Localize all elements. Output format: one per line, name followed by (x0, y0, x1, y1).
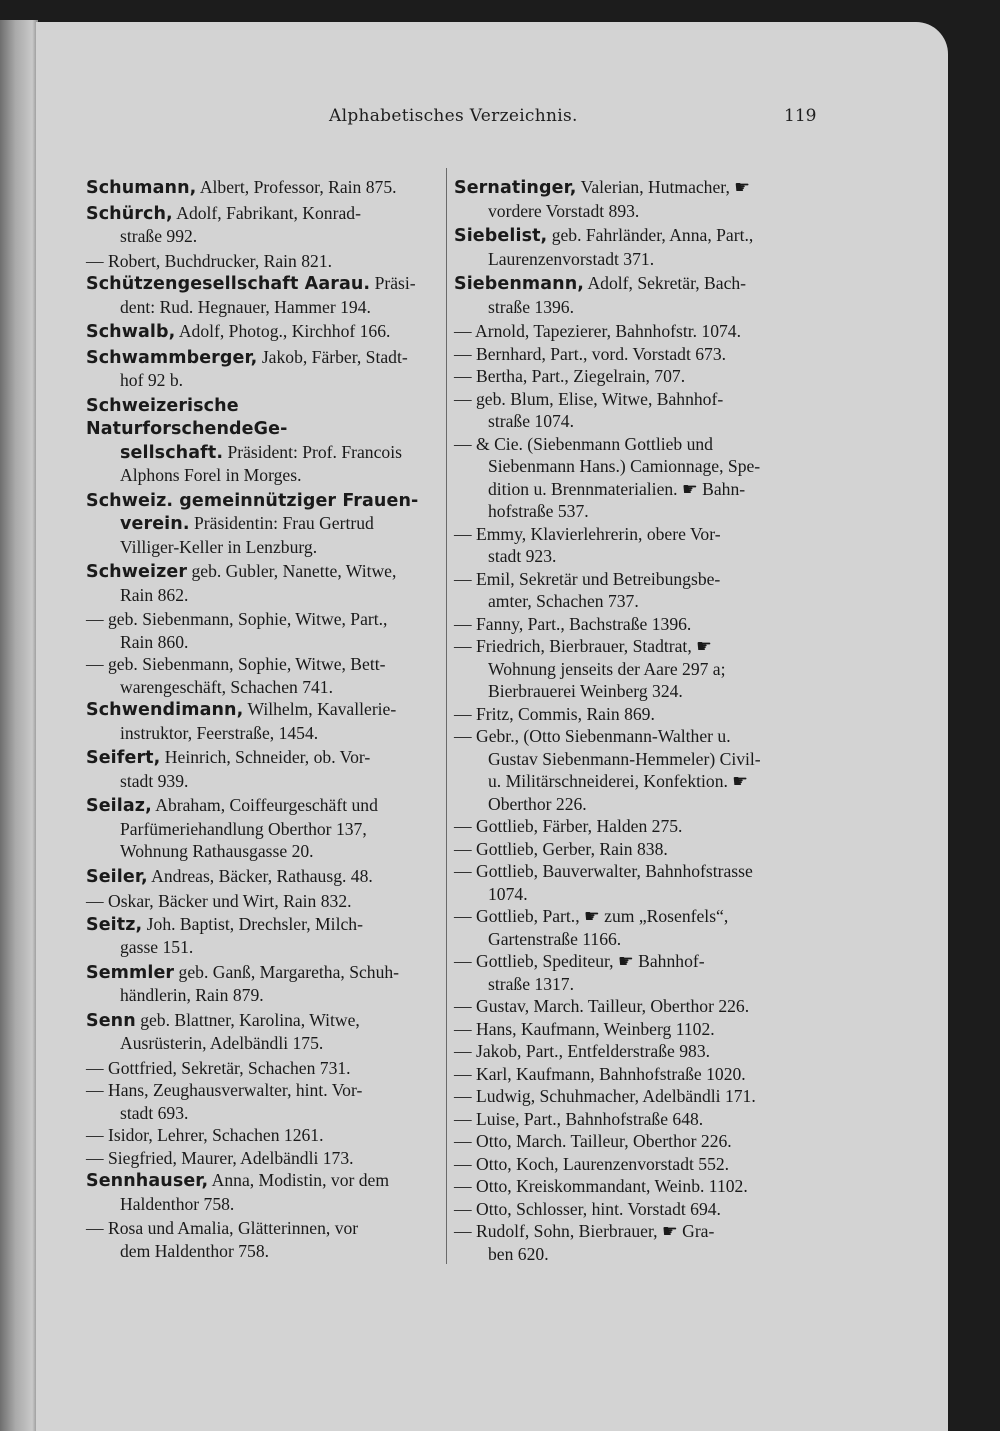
directory-entry (86, 394, 446, 487)
entry-text: dent: Rud. Hegnauer, Hammer 194. (120, 296, 371, 317)
entry-line (454, 748, 812, 771)
entry-text: geb. Ganß, Margaretha, Schuh- (174, 961, 400, 982)
entry-line (86, 890, 446, 913)
entry-text: geb. Blattner, Karolina, Witwe, (135, 1009, 360, 1030)
entry-text: — Gottlieb, Färber, Halden 275. (454, 816, 683, 836)
entry-line (454, 343, 812, 366)
entry-line (86, 840, 446, 863)
entry-line (86, 1217, 446, 1240)
directory-subentry (454, 1130, 812, 1153)
entry-text: — Jakob, Part., Entfelderstraße 983. (454, 1041, 711, 1061)
entry-headword: Schumann, (86, 178, 197, 198)
entry-line (454, 995, 812, 1018)
directory-entry (86, 1169, 446, 1215)
directory-entry (86, 560, 446, 606)
directory-subentry (454, 523, 812, 568)
entry-line (86, 1032, 446, 1055)
entry-text: — Rosa und Amalia, Glätterinnen, vor (86, 1218, 359, 1238)
directory-subentry (86, 1217, 446, 1262)
entry-text: Rain 860. (120, 631, 189, 652)
entry-line (454, 296, 812, 319)
entry-line (86, 320, 446, 344)
entry-text: dem Haldenthor 758. (120, 1240, 270, 1261)
directory-subentry (454, 1175, 812, 1198)
entry-text: — geb. Blum, Elise, Witwe, Bahnhof- (454, 388, 724, 409)
entry-line (454, 770, 812, 793)
entry-headword: Schützengesellschaft Aarau. (86, 274, 371, 294)
entry-text: — geb. Siebenmann, Sophie, Witwe, Bett- (86, 654, 386, 674)
entry-line (454, 1040, 812, 1063)
entry-line (86, 536, 446, 559)
directory-entry (86, 320, 446, 344)
entry-line (86, 794, 446, 818)
entry-line (454, 455, 812, 478)
entry-line (86, 698, 446, 722)
entry-headword: Sernatinger, (454, 178, 577, 198)
entry-text: — Bernhard, Part., vord. Vorstadt 673. (454, 343, 727, 364)
entry-line (454, 1153, 812, 1176)
directory-subentry (454, 815, 812, 838)
directory-entry (86, 176, 446, 200)
entry-line (454, 680, 812, 703)
entry-text: geb. Fahrländer, Anna, Part., (547, 225, 754, 245)
entry-line (454, 1018, 812, 1041)
running-head (36, 106, 948, 136)
entry-text: stadt 923. (488, 546, 557, 566)
entry-text: Andreas, Bäcker, Rathausg. 48. (147, 865, 373, 886)
entry-line (454, 1220, 812, 1243)
entry-line (86, 464, 446, 487)
entry-text: Präsi- (370, 273, 416, 293)
entry-text: Anna, Modistin, vor dem (208, 1170, 390, 1190)
entry-line (86, 984, 446, 1007)
entry-text: Bierbrauerei Weinberg 324. (488, 681, 683, 701)
entry-text: straße 1396. (488, 296, 574, 317)
entry-text: amter, Schachen 737. (488, 591, 639, 611)
entry-text: Alphons Forel in Morges. (120, 465, 302, 485)
entry-text: — Karl, Kaufmann, Bahnhofstraße 1020. (454, 1063, 746, 1084)
entry-headword: Schwammberger, (86, 347, 258, 368)
directory-entry (86, 961, 446, 1007)
directory-subentry (86, 653, 446, 698)
entry-text: — Ludwig, Schuhmacher, Adelbändli 171. (454, 1086, 756, 1106)
entry-line (86, 770, 446, 793)
entry-text: Wilhelm, Kavallerie- (243, 699, 397, 719)
entry-headword: sellschaft. (120, 442, 224, 463)
entry-text: — Gottlieb, Gerber, Rain 838. (454, 838, 668, 859)
directory-subentry (86, 250, 446, 273)
entry-text: Valerian, Hutmacher, ☛ (576, 177, 751, 197)
entry-text: — Fritz, Commis, Rain 869. (454, 703, 655, 724)
entry-text: — Gottlieb, Part., ☛ zum „Rosenfels“, (454, 906, 729, 926)
entry-line (454, 1108, 812, 1131)
entry-line (454, 478, 812, 501)
entry-line (454, 1198, 812, 1221)
directory-subentry (454, 433, 812, 523)
entry-line (86, 1102, 446, 1125)
directory-subentry (454, 320, 812, 343)
entry-text: stadt 939. (120, 770, 189, 791)
entry-line (454, 590, 812, 613)
directory-entry (86, 1009, 446, 1055)
entry-line (86, 250, 446, 273)
entry-text: hofstraße 537. (488, 501, 589, 521)
entry-text: 1074. (488, 883, 528, 904)
entry-line (86, 631, 446, 654)
entry-line (86, 1009, 446, 1033)
directory-subentry (454, 388, 812, 433)
directory-entry (86, 489, 446, 559)
entry-text: Oberthor 226. (488, 793, 587, 814)
entry-headword: Seifert, (86, 748, 161, 768)
entry-line (454, 860, 812, 883)
directory-subentry (454, 343, 812, 366)
entry-text: — Fanny, Part., Bachstraße 1396. (454, 613, 692, 634)
entry-text: straße 1317. (488, 973, 574, 994)
entry-headword: verein. (120, 514, 190, 534)
entry-text: — Otto, Koch, Laurenzenvorstadt 552. (454, 1153, 730, 1174)
entry-text: Präsidentin: Frau Gertrud (189, 513, 374, 533)
entry-text: Adolf, Photog., Kirchhof 166. (175, 321, 391, 341)
entry-text: stadt 693. (120, 1102, 189, 1123)
entry-text: Gustav Siebenmann-Hemmeler) Civil- (488, 748, 761, 769)
entry-text: — Hans, Kaufmann, Weinberg 1102. (454, 1018, 715, 1039)
entry-text: Adolf, Fabrikant, Konrad- (172, 202, 361, 223)
entry-line (454, 568, 812, 591)
entry-text: hof 92 b. (120, 370, 184, 390)
entry-text: straße 992. (120, 226, 198, 246)
directory-entry (86, 794, 446, 863)
entry-text: — Siegfried, Maurer, Adelbändli 173. (86, 1147, 354, 1168)
entry-headword: Siebenmann, (454, 274, 585, 294)
entry-headword: Senn (86, 1010, 136, 1031)
entry-text: ben 620. (488, 1243, 549, 1264)
entry-text: — Emil, Sekretär und Betreibungsbe- (454, 568, 721, 589)
entry-line (86, 1193, 446, 1216)
entry-line (86, 225, 446, 248)
entry-text: — Friedrich, Bierbrauer, Stadtrat, ☛ (454, 636, 712, 656)
directory-subentry (86, 1124, 446, 1147)
entry-line (86, 441, 446, 465)
directory-subentry (454, 1108, 812, 1131)
entry-headword: Seiler, (86, 866, 148, 887)
entry-text: — Rudolf, Sohn, Bierbrauer, ☛ Gra- (454, 1221, 715, 1241)
entry-headword: Schürch, (86, 203, 173, 224)
entry-line (454, 658, 812, 681)
entry-text: — Hans, Zeughausverwalter, hint. Vor- (86, 1080, 363, 1100)
entry-line (86, 176, 446, 200)
entry-line (86, 913, 446, 937)
entry-line (454, 176, 812, 200)
entry-line (454, 973, 812, 996)
entry-text: Jakob, Färber, Stadt- (257, 346, 408, 367)
entry-line (454, 433, 812, 456)
column-divider (446, 168, 447, 1264)
directory-subentry (454, 725, 812, 815)
entry-text: — Gebr., (Otto Siebenmann-Walther u. (454, 726, 731, 746)
entry-text: Parfümeriehandlung Oberthor 137, (120, 818, 367, 839)
entry-text: — Otto, Schlosser, hint. Vorstadt 694. (454, 1198, 721, 1219)
entry-text: — Gottfried, Sekretär, Schachen 731. (86, 1057, 351, 1078)
entry-line (454, 1130, 812, 1153)
entry-text: Ausrüsterin, Adelbändli 175. (120, 1033, 324, 1053)
directory-subentry (454, 1063, 812, 1086)
directory-subentry (86, 1057, 446, 1080)
entry-line (454, 523, 812, 546)
entry-line (86, 1124, 446, 1147)
entry-line (454, 365, 812, 388)
entry-line (86, 722, 446, 745)
entry-text: Siebenmann Hans.) Camionnage, Spe- (488, 456, 761, 476)
entry-text: gasse 151. (120, 937, 194, 957)
entry-text: Abraham, Coiffeurgeschäft und (151, 795, 378, 815)
directory-subentry (454, 703, 812, 726)
entry-line (86, 936, 446, 959)
entry-text: dition u. Brennmaterialien. ☛ Bahn- (488, 478, 746, 499)
entry-line (86, 369, 446, 392)
entry-text: Heinrich, Schneider, ob. Vor- (160, 747, 371, 767)
entry-text: — Luise, Part., Bahnhofstraße 648. (454, 1108, 704, 1129)
directory-entry (454, 224, 812, 270)
entry-text: geb. Gubler, Nanette, Witwe, (187, 561, 397, 581)
directory-entry (86, 698, 446, 744)
entry-line (454, 905, 812, 928)
entry-line (86, 489, 446, 513)
directory-entry (86, 865, 446, 889)
entry-text: — Gottlieb, Spediteur, ☛ Bahnhof- (454, 951, 705, 971)
entry-headword: Schwalb, (86, 322, 176, 342)
entry-line (454, 248, 812, 271)
entry-line (86, 1169, 446, 1193)
entry-text: Rain 862. (120, 584, 189, 605)
entry-headword: Seitz, (86, 914, 143, 935)
directory-subentry (454, 950, 812, 995)
entry-headword: Schwendimann, (86, 700, 244, 720)
directory-subentry (86, 1079, 446, 1124)
entry-text: warengeschäft, Schachen 741. (120, 676, 333, 697)
entry-line (86, 202, 446, 226)
entry-text: — geb. Siebenmann, Sophie, Witwe, Part., (86, 609, 388, 629)
entry-line (86, 676, 446, 699)
directory-entry (454, 176, 812, 222)
entry-line (86, 512, 446, 536)
entry-text: — Robert, Buchdrucker, Rain 821. (86, 250, 333, 271)
entry-line (454, 883, 812, 906)
entry-text: — Arnold, Tapezierer, Bahnhofstr. 1074. (454, 321, 741, 341)
directory-subentry (454, 905, 812, 950)
entry-headword: Schweizerische NaturforschendeGe- (86, 395, 288, 439)
entry-text: Haldenthor 758. (120, 1193, 235, 1214)
entry-text: — Isidor, Lehrer, Schachen 1261. (86, 1125, 324, 1145)
entry-headword: Siebelist, (454, 226, 548, 246)
directory-subentry (454, 613, 812, 636)
directory-subentry (454, 1220, 812, 1265)
entry-text: Joh. Baptist, Drechsler, Milch- (142, 913, 363, 934)
directory-entry (86, 346, 446, 392)
directory-subentry (454, 838, 812, 861)
entry-text: — Otto, March. Tailleur, Oberthor 226. (454, 1131, 732, 1151)
entry-line (454, 793, 812, 816)
directory-subentry (86, 890, 446, 913)
entry-line (454, 320, 812, 343)
directory-subentry (454, 365, 812, 388)
entry-line (454, 928, 812, 951)
entry-line (86, 818, 446, 841)
entry-text: — Otto, Kreiskommandant, Weinb. 1102. (454, 1176, 748, 1196)
directory-subentry (86, 1147, 446, 1170)
entry-line (86, 560, 446, 584)
entry-line (454, 1243, 812, 1266)
entry-text: — Gottlieb, Bauverwalter, Bahnhofstrasse (454, 861, 753, 881)
directory-subentry (454, 1085, 812, 1108)
entry-text: — Bertha, Part., Ziegelrain, 707. (454, 366, 686, 386)
entry-line (86, 1240, 446, 1263)
left-column (86, 176, 446, 1262)
entry-line (86, 1147, 446, 1170)
entry-text: Präsident: Prof. Francois (223, 441, 402, 462)
entry-text: straße 1074. (488, 411, 574, 431)
entry-text: — & Cie. (Siebenmann Gottlieb und (454, 433, 713, 454)
entry-line (454, 1063, 812, 1086)
directory-subentry (454, 1018, 812, 1041)
entry-line (454, 635, 812, 658)
directory-entry (86, 202, 446, 248)
entry-line (454, 224, 812, 248)
entry-line (86, 865, 446, 889)
entry-line (86, 272, 446, 296)
entry-line (86, 394, 446, 441)
page-number: 119 (784, 106, 817, 126)
previous-page-edge (0, 20, 38, 1431)
right-column (454, 176, 812, 1265)
book-page (36, 22, 948, 1431)
entry-line (454, 500, 812, 523)
entry-headword: Semmler (86, 962, 175, 983)
entry-line (454, 1085, 812, 1108)
entry-headword: Schweiz. gemeinnütziger Frauen- (86, 490, 419, 511)
entry-headword: Schweizer (86, 562, 188, 582)
directory-subentry (454, 995, 812, 1018)
directory-subentry (454, 635, 812, 703)
entry-text: Albert, Professor, Rain 875. (196, 177, 397, 197)
entry-line (454, 725, 812, 748)
entry-text: u. Militärschneiderei, Konfektion. ☛ (488, 771, 749, 791)
entry-line (86, 346, 446, 370)
directory-subentry (86, 608, 446, 653)
directory-subentry (454, 860, 812, 905)
entry-line (86, 961, 446, 985)
entry-headword: Seilaz, (86, 796, 152, 816)
directory-entry (454, 272, 812, 318)
entry-text: Wohnung Rathausgasse 20. (120, 841, 314, 861)
entry-text: Gartenstraße 1166. (488, 928, 622, 949)
entry-line (86, 1079, 446, 1102)
directory-subentry (454, 1198, 812, 1221)
entry-line (86, 653, 446, 676)
directory-subentry (454, 568, 812, 613)
entry-line (454, 815, 812, 838)
entry-line (86, 296, 446, 319)
directory-entry (86, 913, 446, 959)
entry-line (454, 613, 812, 636)
entry-text: Laurenzenvorstadt 371. (488, 248, 655, 269)
directory-subentry (454, 1040, 812, 1063)
entry-text: vordere Vorstadt 893. (488, 200, 640, 221)
entry-line (86, 1057, 446, 1080)
entry-line (454, 410, 812, 433)
entry-line (86, 746, 446, 770)
entry-text: Villiger-Keller in Lenzburg. (120, 536, 318, 557)
entry-text: — Gustav, March. Tailleur, Oberthor 226. (454, 996, 750, 1016)
entry-line (454, 838, 812, 861)
entry-line (454, 200, 812, 223)
entry-text: instruktor, Feerstraße, 1454. (120, 722, 319, 743)
directory-subentry (454, 1153, 812, 1176)
directory-entry (86, 272, 446, 318)
entry-text: Adolf, Sekretär, Bach- (584, 273, 747, 293)
entry-headword: Sennhauser, (86, 1171, 209, 1191)
entry-line (454, 272, 812, 296)
entry-line (454, 545, 812, 568)
entry-line (454, 388, 812, 411)
entry-line (454, 950, 812, 973)
entry-text: Wohnung jenseits der Aare 297 a; (488, 658, 726, 679)
entry-line (86, 584, 446, 607)
entry-text: — Oskar, Bäcker und Wirt, Rain 832. (86, 891, 352, 911)
directory-entry (86, 746, 446, 792)
entry-line (86, 608, 446, 631)
entry-line (454, 1175, 812, 1198)
entry-text: — Emmy, Klavierlehrerin, obere Vor- (454, 523, 721, 544)
entry-line (454, 703, 812, 726)
page-header-title: Alphabetisches Verzeichnis. (329, 106, 578, 126)
entry-text: händlerin, Rain 879. (120, 985, 264, 1005)
